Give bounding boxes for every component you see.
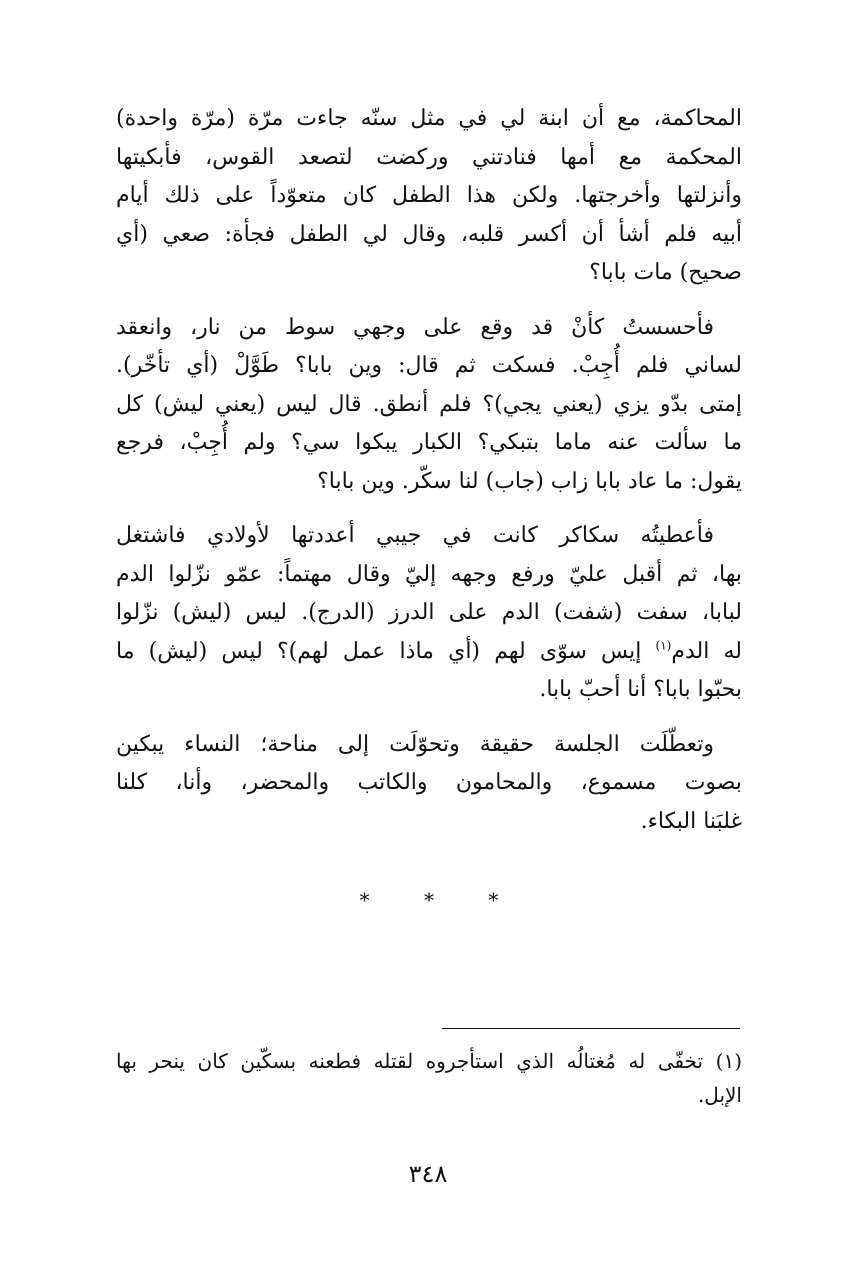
text-line: غلبَنا البكاء. xyxy=(640,808,742,834)
text-line: لبابا، سفت (شفت) الدم على الدرز (الدرج). ليس (ليش) نزّلوا xyxy=(116,600,742,625)
text-line: بصوت مسموع، والمحامون والكاتب والمحضر، وأنا، كلنا xyxy=(116,770,742,795)
text-line: وتعطّلَت الجلسة حقيقة وتحوّلَت إلى مناحة؛ النساء يبكين xyxy=(116,731,714,757)
page-body xyxy=(116,100,742,920)
footnote-divider xyxy=(442,1028,740,1029)
section-separator: * * * xyxy=(359,888,523,912)
text-fragment: إيس سوّى لهم (أي ماذا عمل لهم)؟ ليس (ليش) ما xyxy=(116,638,642,664)
text-fragment: له الدم xyxy=(671,638,742,664)
paragraph-1 xyxy=(116,100,742,293)
text-line: ما سألت عنه ماما بتبكي؟ الكبار يبكوا سي؟ ولم أُجِبْ، فرجع xyxy=(116,430,742,455)
footnote-line: (١) تخفّى له مُغتالُه الذي استأجروه لقتله فطعنه بسكّين كان ينحر بها xyxy=(116,1049,742,1073)
text-line: المحكمة مع أمها فنادتني وركضت لتصعد القوس، فأبكيتها xyxy=(116,144,742,170)
text-line: يقول: ما عاد بابا زاب (جاب) لنا سكّر. وين بابا؟ xyxy=(317,468,742,494)
text-line: أبيه فلم أشأ أن أكسر قلبه، وقال لي الطفل فجأة: صعي (أي xyxy=(116,221,742,247)
page-number: ٣٤٨ xyxy=(408,1160,448,1188)
text-line: صحيح) مات بابا؟ xyxy=(589,260,742,285)
text-line xyxy=(116,633,742,672)
text-line: بها، ثم أقبل عليّ ورفع وجهه إليّ وقال مهتماً: عمّو نزّلوا الدم xyxy=(116,561,742,587)
text-line: وأنزلتها وأخرجتها. ولكن هذا الطفل كان متعوّداً على ذلك أيام xyxy=(116,183,742,208)
text-line: فأحسستُ كأنْ قد وقع على وجهي سوط من نار، وانعقد xyxy=(116,314,714,340)
text-line: المحاكمة، مع أن ابنة لي في مثل سنّه جاءت مرّة (مرّة واحدة) xyxy=(116,106,742,131)
paragraph-2 xyxy=(116,309,742,502)
text-line: فأعطيتُه سكاكر كانت في جيبي أعددتها لأولادي فاشتغل xyxy=(116,523,714,548)
footnote xyxy=(116,1044,742,1112)
paragraph-3 xyxy=(116,517,742,710)
text-line: إمتى بدّو يزي (يعني يجي)؟ فلم أنطق. قال ليس (يعني ليش) كل xyxy=(116,391,742,417)
paragraph-4 xyxy=(116,726,742,842)
text-line: لساني فلم أُجِبْ. فسكت ثم قال: وين بابا؟ طَوَّلْ (أي تأخّر). xyxy=(116,353,742,378)
text-line: بحبّوا بابا؟ أنا أحبّ بابا. xyxy=(539,677,742,702)
footnote-line: الإبل. xyxy=(697,1083,742,1107)
footnote-reference[interactable]: (١) xyxy=(655,638,672,653)
